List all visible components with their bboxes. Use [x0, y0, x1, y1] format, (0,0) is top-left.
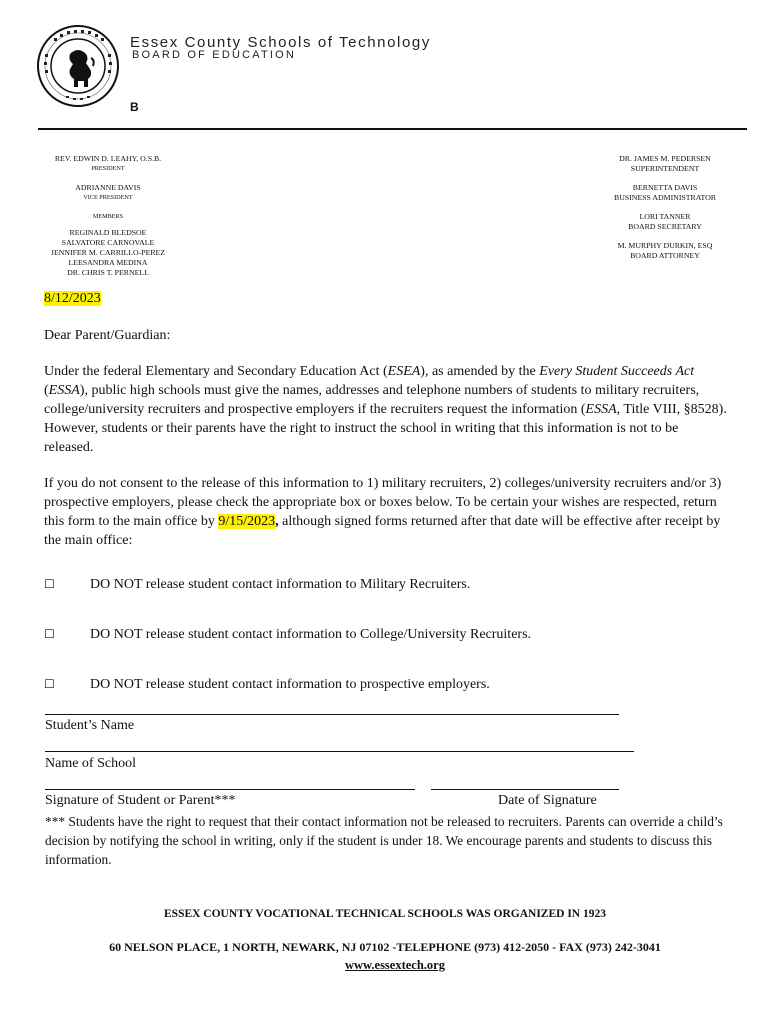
- school-name-label: Name of School: [45, 756, 136, 771]
- return-deadline: 9/15/2023: [218, 514, 276, 529]
- superintendent-name: DR. JAMES M. PEDERSEN: [619, 154, 711, 163]
- text-run: If you do not consent to the release of this information to 1) military recruiters, 2) colleges/university recruiters and/or 3) prospective employers, please check the appropriate box or boxes below. To be certain your wishes are respected, return this form to the main office by: [44, 476, 722, 529]
- business-administrator-name: BERNETTA DAVIS: [632, 183, 698, 192]
- text-run: ), public high schools must give the names, addresses and telephone numbers of students to military recruiters, college/university recruiters and prospective employers if the recruiters request the information (: [44, 383, 700, 417]
- footer-address: 60 NELSON PLACE, 1 NORTH, NEWARK, NJ 07102 -TELEPHONE (973) 412-2050 - FAX (973) 242-3041: [109, 940, 661, 954]
- board-secretary-title: BOARD SECRETARY: [628, 222, 702, 231]
- paragraph-legal-notice: [44, 362, 730, 457]
- member-name: SALVATORE CARNOVALE: [61, 238, 155, 247]
- text-run-italic: ESEA: [387, 364, 421, 379]
- header-mark: B: [130, 100, 139, 114]
- text-run-italic: Every Student Succeeds Act: [539, 364, 695, 379]
- option-military: [44, 577, 470, 593]
- business-administrator-title: BUSINESS ADMINISTRATOR: [614, 193, 716, 202]
- letter-date: [44, 289, 101, 308]
- checkbox-college[interactable]: ☐: [44, 627, 55, 641]
- letter-date-value: 8/12/2023: [44, 291, 101, 306]
- president-title: PRESIDENT: [91, 165, 125, 172]
- vice-president-title: VICE PRESIDENT: [83, 194, 133, 201]
- administration-list: [600, 154, 730, 261]
- signature-line[interactable]: [45, 789, 415, 790]
- signature-label: Signature of Student or Parent***: [45, 793, 236, 808]
- board-attorney-title: BOARD ATTORNEY: [630, 251, 700, 260]
- school-name-line[interactable]: [45, 751, 634, 752]
- footer-history: ESSEX COUNTY VOCATIONAL TECHNICAL SCHOOLS WAS ORGANIZED IN 1923: [164, 908, 606, 920]
- superintendent-title: SUPERINTENDENT: [630, 164, 700, 173]
- student-name-line[interactable]: [45, 714, 619, 715]
- footer-website-link[interactable]: www.essextech.org: [345, 958, 445, 972]
- option-label: DO NOT release student contact information to Military Recruiters.: [90, 577, 471, 592]
- option-label: DO NOT release student contact information to College/University Recruiters.: [90, 627, 532, 642]
- footnote: *** Students have the right to request that their contact information not be released to recruiters. Parents can override a child’s decision by notifying the school in writing, only if the student is under 18. We encourage parents and students to discuss this information.: [45, 814, 723, 867]
- option-label: DO NOT release student contact information to prospective employers.: [90, 677, 490, 692]
- board-members-list: [38, 154, 178, 278]
- member-name: DR. CHRIS T. PERNELL: [67, 268, 149, 277]
- text-run-italic: ESSA: [48, 383, 80, 398]
- paragraph-instructions: [44, 474, 730, 550]
- organization-subtitle: BOARD OF EDUCATION: [132, 49, 297, 61]
- signature-date-line[interactable]: [431, 789, 619, 790]
- board-attorney-name: M. MURPHY DURKIN, ESQ: [617, 241, 713, 250]
- text-run: Under the federal Elementary and Secondary Education Act (: [44, 364, 388, 379]
- lion-seal-icon: [36, 24, 120, 108]
- school-seal-logo: [36, 24, 120, 108]
- member-name: LEESANDRA MEDINA: [68, 258, 148, 267]
- members-title: MEMBERS: [92, 213, 124, 220]
- text-run: (: [44, 383, 49, 398]
- president-name: REV. EDWIN D. LEAHY, O.S.B.: [54, 154, 162, 163]
- checkbox-military[interactable]: ☐: [44, 577, 55, 591]
- member-name: JENNIFER M. CARRILLO-PEREZ: [50, 248, 166, 257]
- member-name: REGINALD BLEDSOE: [69, 228, 147, 237]
- student-name-label: Student’s Name: [45, 718, 135, 733]
- board-secretary-name: LORI TANNER: [639, 212, 691, 221]
- option-employers: [44, 677, 490, 693]
- text-run: ), as amended by the: [420, 364, 540, 379]
- text-run: although signed forms returned after that date will be effective after receipt by the main office:: [44, 514, 721, 548]
- vice-president-name: ADRIANNE DAVIS: [75, 183, 141, 192]
- text-run-italic: ESSA: [585, 402, 617, 417]
- option-college: [44, 627, 531, 643]
- text-run-bold: ,: [275, 514, 279, 529]
- letter-greeting: Dear Parent/Guardian:: [44, 328, 171, 343]
- organization-name: Essex County Schools of Technology: [130, 34, 431, 51]
- header-divider: [38, 128, 747, 130]
- checkbox-employers[interactable]: ☐: [44, 677, 55, 691]
- text-run: , Title VIII, §8528). However, students or their parents have the right to instruct the school in writing that this information is not to be released.: [44, 402, 727, 455]
- signature-date-label: Date of Signature: [498, 793, 597, 808]
